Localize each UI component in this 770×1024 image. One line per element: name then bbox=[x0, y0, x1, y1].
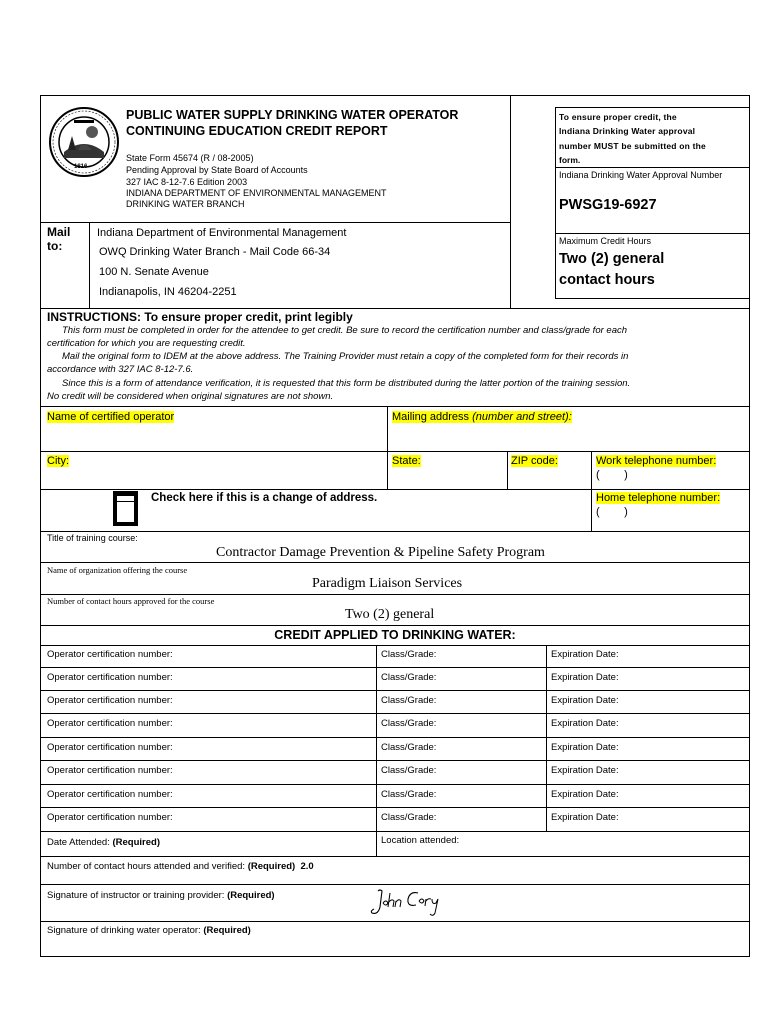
class-grade-label: Class/Grade: bbox=[381, 695, 437, 706]
form-number: State Form 45674 (R / 08-2005) bbox=[126, 153, 254, 163]
mailing-address-label bbox=[392, 411, 572, 423]
cert-number-label: Operator certification number: bbox=[47, 742, 173, 753]
iac-note: 327 IAC 8-12-7.6 Edition 2003 bbox=[126, 177, 248, 187]
class-grade-label: Class/Grade: bbox=[381, 672, 437, 683]
required-marker: (Required) bbox=[227, 890, 275, 901]
notice-line1: To ensure proper credit, the bbox=[559, 112, 677, 122]
course-org-value[interactable]: Paradigm Liaison Services bbox=[312, 576, 463, 591]
department-name: INDIANA DEPARTMENT OF ENVIRONMENTAL MANAGEMENT bbox=[126, 188, 387, 198]
work-phone-label: Work telephone number: bbox=[596, 455, 717, 467]
course-hours-value[interactable]: Two (2) general bbox=[345, 607, 435, 622]
state-seal-icon bbox=[48, 106, 120, 178]
home-phone-value: ( ) bbox=[596, 506, 628, 518]
cert-number-label: Operator certification number: bbox=[47, 812, 173, 823]
mail-label-line1: Mail bbox=[47, 225, 71, 239]
work-phone-field[interactable] bbox=[592, 452, 749, 489]
max-credit-value-line1[interactable]: Two (2) general bbox=[559, 251, 665, 267]
course-org-label: Name of organization offering the course bbox=[47, 565, 188, 575]
credit-row[interactable] bbox=[40, 668, 750, 691]
seal-year: 1816 bbox=[74, 164, 88, 170]
mail-label-line2: to: bbox=[47, 239, 63, 253]
expiration-label: Expiration Date: bbox=[551, 742, 619, 753]
max-credit-value-line2[interactable]: contact hours bbox=[559, 272, 655, 288]
zip-field[interactable] bbox=[508, 452, 591, 489]
required-marker: (Required) bbox=[203, 925, 251, 936]
notice-line2: Indiana Drinking Water approval bbox=[559, 126, 696, 136]
max-credit-label: Maximum Credit Hours bbox=[559, 236, 652, 246]
class-grade-label: Class/Grade: bbox=[381, 765, 437, 776]
expiration-label: Expiration Date: bbox=[551, 718, 619, 729]
credit-table bbox=[40, 645, 750, 832]
course-title-label: Title of training course: bbox=[47, 533, 138, 543]
course-hours-label: Number of contact hours approved for the course bbox=[47, 596, 215, 606]
branch-name: DRINKING WATER BRANCH bbox=[126, 199, 245, 209]
expiration-label: Expiration Date: bbox=[551, 649, 619, 660]
credit-row[interactable] bbox=[40, 691, 750, 714]
approval-number-value[interactable]: PWSG19-6927 bbox=[559, 197, 657, 213]
operator-name-field[interactable] bbox=[41, 407, 387, 451]
credit-row[interactable] bbox=[40, 808, 750, 832]
cert-number-label: Operator certification number: bbox=[47, 718, 173, 729]
mail-address-line4: Indianapolis, IN 46204-2251 bbox=[99, 286, 237, 298]
expiration-label: Expiration Date: bbox=[551, 695, 619, 706]
instructions-p1-line1: This form must be completed in order for the attendee to get credit. Be sure to record the certification number and class/grade for each bbox=[62, 325, 628, 336]
state-field[interactable] bbox=[388, 452, 507, 489]
instructions-heading: INSTRUCTIONS: To ensure proper credit, print legibly bbox=[47, 310, 353, 324]
instructions-p1-line2: certification for which you are requesting credit. bbox=[47, 338, 246, 349]
instructions-p2-line2: accordance with 327 IAC 8-12-7.6. bbox=[47, 364, 194, 375]
operator-signature-label bbox=[47, 925, 251, 936]
expiration-label: Expiration Date: bbox=[551, 672, 619, 683]
operator-signature-label-text: Signature of drinking water operator: bbox=[47, 925, 201, 936]
class-grade-label: Class/Grade: bbox=[381, 718, 437, 729]
contact-hours-label bbox=[47, 861, 314, 872]
mailing-address-field[interactable] bbox=[388, 407, 749, 451]
cert-number-label: Operator certification number: bbox=[47, 789, 173, 800]
date-attended-label bbox=[47, 837, 160, 848]
date-attended-field[interactable] bbox=[41, 832, 376, 856]
contact-hours-label-text: Number of contact hours attended and verified: bbox=[47, 861, 246, 872]
notice-line3: number MUST be submitted on the bbox=[559, 141, 706, 151]
notice-line4: form. bbox=[559, 155, 581, 165]
course-title-value[interactable]: Contractor Damage Prevention & Pipeline Safety Program bbox=[216, 545, 545, 560]
approval-note: Pending Approval by State Board of Accounts bbox=[126, 165, 308, 175]
operator-name-label: Name of certified operator bbox=[47, 411, 175, 423]
instructor-signature-label bbox=[47, 890, 275, 901]
home-phone-label: Home telephone number: bbox=[596, 492, 721, 504]
mail-address-line1: Indiana Department of Environmental Management bbox=[97, 227, 347, 239]
instructions-p2-line1: Mail the original form to IDEM at the above address. The Training Provider must retain a copy of the completed form for their records in bbox=[62, 351, 629, 362]
location-field[interactable] bbox=[377, 832, 749, 856]
required-marker: (Required) bbox=[247, 861, 296, 872]
instructor-signature-field[interactable] bbox=[41, 885, 749, 921]
cert-number-label: Operator certification number: bbox=[47, 649, 173, 660]
cert-number-label: Operator certification number: bbox=[47, 765, 173, 776]
approval-number-label: Indiana Drinking Water Approval Number bbox=[559, 170, 723, 180]
mailing-address-hint: (number and street): bbox=[472, 411, 572, 423]
home-phone-field[interactable] bbox=[592, 490, 749, 531]
city-field[interactable] bbox=[41, 452, 387, 489]
city-label: City: bbox=[47, 455, 69, 467]
expiration-label: Expiration Date: bbox=[551, 812, 619, 823]
mailing-address-label-text: Mailing address bbox=[392, 411, 470, 423]
contact-hours-field[interactable] bbox=[41, 857, 749, 884]
class-grade-label: Class/Grade: bbox=[381, 742, 437, 753]
required-marker: (Required) bbox=[112, 837, 160, 848]
instructions-p3-line2: No credit will be considered when original signatures are not shown. bbox=[47, 391, 334, 402]
instructor-signature-label-text: Signature of instructor or training provider: bbox=[47, 890, 225, 901]
class-grade-label: Class/Grade: bbox=[381, 649, 437, 660]
mail-address-line3: 100 N. Senate Avenue bbox=[99, 266, 209, 278]
expiration-label: Expiration Date: bbox=[551, 789, 619, 800]
credit-heading: CREDIT APPLIED TO DRINKING WATER: bbox=[274, 628, 516, 642]
state-label: State: bbox=[392, 455, 421, 467]
work-phone-value: ( ) bbox=[596, 469, 628, 481]
cert-number-label: Operator certification number: bbox=[47, 672, 173, 683]
credit-row[interactable] bbox=[40, 738, 750, 761]
cert-number-label: Operator certification number: bbox=[47, 695, 173, 706]
form-title-line2: CONTINUING EDUCATION CREDIT REPORT bbox=[126, 124, 388, 138]
credit-row[interactable] bbox=[40, 761, 750, 785]
expiration-label: Expiration Date: bbox=[551, 765, 619, 776]
form-title-line1: PUBLIC WATER SUPPLY DRINKING WATER OPERATOR bbox=[126, 108, 459, 122]
credit-row[interactable] bbox=[40, 785, 750, 808]
operator-signature-field[interactable] bbox=[41, 922, 749, 956]
class-grade-label: Class/Grade: bbox=[381, 812, 437, 823]
credit-row[interactable] bbox=[40, 645, 750, 668]
change-of-address-label: Check here if this is a change of address. bbox=[151, 492, 378, 504]
location-label: Location attended: bbox=[381, 835, 460, 846]
date-attended-label-text: Date Attended: bbox=[47, 837, 110, 848]
change-of-address-checkbox[interactable] bbox=[113, 491, 138, 526]
class-grade-label: Class/Grade: bbox=[381, 789, 437, 800]
contact-hours-value: 2.0 bbox=[300, 861, 314, 872]
instructions-p3-line1: Since this is a form of attendance verification, it is requested that this form be distributed during the latter portion of the training session. bbox=[62, 378, 631, 389]
zip-label: ZIP code: bbox=[511, 455, 558, 467]
credit-row[interactable] bbox=[40, 714, 750, 738]
instructor-signature bbox=[368, 885, 448, 918]
mail-address-line2: OWQ Drinking Water Branch - Mail Code 66-34 bbox=[99, 246, 331, 258]
